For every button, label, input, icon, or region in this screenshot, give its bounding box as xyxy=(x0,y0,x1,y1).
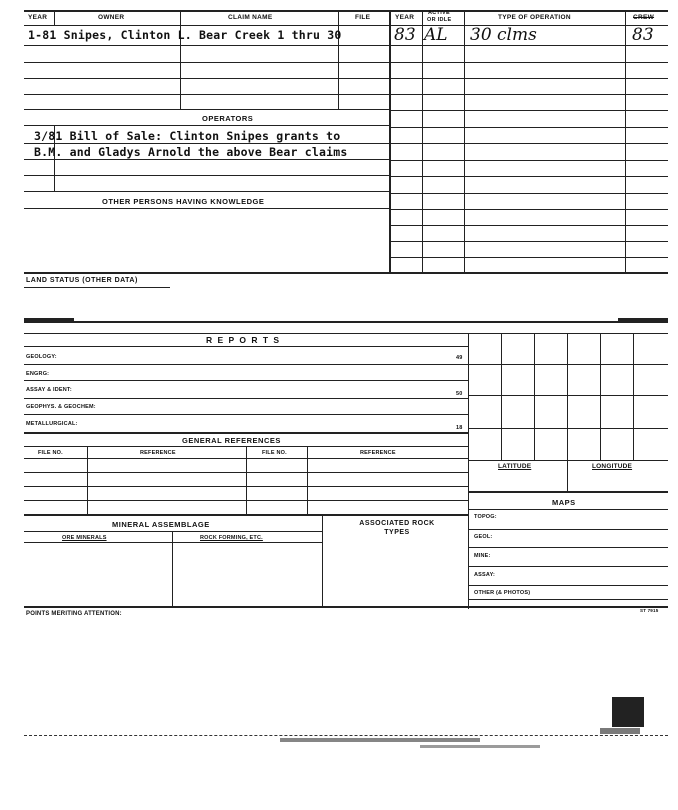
rule xyxy=(24,10,668,12)
maps-mine: MINE: xyxy=(474,553,491,559)
header-or-idle: OR IDLE xyxy=(427,17,452,23)
rule xyxy=(389,143,668,144)
operators-line-2: B.M. and Gladys Arnold the above Bear claims xyxy=(34,145,348,159)
rule xyxy=(389,94,668,95)
operators-line-1: 3/81 Bill of Sale: Clinton Snipes grants to xyxy=(34,129,341,143)
land-status-label: LAND STATUS (OTHER DATA) xyxy=(26,277,138,284)
scan-mark xyxy=(618,318,668,323)
rule xyxy=(24,208,389,209)
report-metallurgical: METALLURGICAL: xyxy=(26,421,78,427)
gr-header-reference-1: REFERENCE xyxy=(140,450,176,456)
general-references-title: GENERAL REFERENCES xyxy=(182,436,281,445)
rule xyxy=(468,333,469,609)
operators-label: OPERATORS xyxy=(202,114,254,123)
rule xyxy=(24,159,389,160)
other-persons-label: OTHER PERSONS HAVING KNOWLEDGE xyxy=(102,197,265,206)
gr-header-reference-2: REFERENCE xyxy=(360,450,396,456)
rule xyxy=(24,191,389,192)
rule xyxy=(24,531,322,532)
header-crew: CREW xyxy=(633,14,655,21)
rule xyxy=(24,606,668,608)
report-engrg: ENGRG: xyxy=(26,371,50,377)
rule xyxy=(501,333,502,460)
report-geophys: GEOPHYS. & GEOCHEM: xyxy=(26,404,96,410)
rule xyxy=(625,10,626,272)
activity-active-or-idle: AL xyxy=(424,25,448,45)
rule xyxy=(24,398,468,399)
rule xyxy=(389,257,668,258)
rule xyxy=(468,566,668,567)
rule xyxy=(24,364,468,365)
rule xyxy=(54,10,55,25)
rule xyxy=(24,94,389,95)
rule xyxy=(468,460,668,461)
points-meriting-attention-label: POINTS MERITING ATTENTION: xyxy=(26,611,122,617)
rule xyxy=(534,333,535,460)
maps-assay: ASSAY: xyxy=(474,572,496,578)
rule xyxy=(87,446,88,514)
rule xyxy=(389,209,668,210)
rule xyxy=(24,78,389,79)
rule xyxy=(468,599,668,600)
maps-topog: TOPOG: xyxy=(474,514,497,520)
rule xyxy=(468,547,668,548)
header-type-of-operation: TYPE OF OPERATION xyxy=(498,14,571,21)
rule xyxy=(389,10,391,272)
rule xyxy=(24,321,668,323)
rule xyxy=(24,432,468,434)
scan-mark xyxy=(24,318,74,323)
rule xyxy=(24,472,468,473)
rule xyxy=(24,109,389,110)
rule xyxy=(24,272,668,274)
rule xyxy=(468,428,668,429)
header-owner: OWNER xyxy=(98,14,125,21)
report-assay-num: 50 xyxy=(456,391,463,397)
rule xyxy=(24,143,389,144)
rule xyxy=(24,25,668,26)
ore-minerals-label: ORE MINERALS xyxy=(62,535,107,541)
rule xyxy=(24,542,322,543)
rule xyxy=(389,176,668,177)
mineral-assemblage-title: MINERAL ASSEMBLAGE xyxy=(112,520,210,529)
activity-type-of-operation: 30 clms xyxy=(470,25,537,45)
rule xyxy=(322,514,323,606)
report-metallurgical-num: 18 xyxy=(456,425,463,431)
rule xyxy=(468,509,668,510)
longitude-label: LONGITUDE xyxy=(592,463,633,470)
rule xyxy=(389,241,668,242)
rule xyxy=(24,380,468,381)
rule xyxy=(24,414,468,415)
scan-mark xyxy=(600,728,640,734)
rule xyxy=(389,127,668,128)
rule xyxy=(24,45,668,46)
rule xyxy=(600,333,601,460)
rule xyxy=(633,333,634,460)
gr-header-file-no-2: FILE NO. xyxy=(262,450,287,456)
header-claim-name: CLAIM NAME xyxy=(228,14,273,21)
owner-claim-entry: 1-81 Snipes, Clinton L. Bear Creek 1 thru 30 xyxy=(28,28,342,42)
maps-other-photos: OTHER (& PHOTOS) xyxy=(474,590,531,596)
header-year-2: YEAR xyxy=(395,14,415,21)
rule xyxy=(246,446,247,514)
rock-forming-label: ROCK FORMING, ETC. xyxy=(200,535,263,541)
header-year: YEAR xyxy=(28,14,48,21)
activity-crew: 83 xyxy=(632,25,654,45)
rule xyxy=(468,491,668,493)
report-assay: ASSAY & IDENT: xyxy=(26,387,72,393)
rule xyxy=(24,500,468,501)
scan-mark xyxy=(612,697,644,727)
rule xyxy=(307,446,308,514)
rule xyxy=(468,585,668,586)
scan-mark xyxy=(420,745,540,748)
maps-geol: GEOL: xyxy=(474,534,493,540)
maps-title: MAPS xyxy=(552,498,576,507)
rule xyxy=(24,175,389,176)
rule xyxy=(422,10,423,272)
rule xyxy=(389,62,668,63)
rule xyxy=(464,10,465,272)
header-file: FILE xyxy=(355,14,371,21)
rule xyxy=(468,529,668,530)
form-number: ST 7915 xyxy=(640,608,659,613)
report-geology: GEOLOGY: xyxy=(26,354,57,360)
report-geology-num: 49 xyxy=(456,355,463,361)
gr-header-file-no-1: FILE NO. xyxy=(38,450,63,456)
rule xyxy=(24,514,468,516)
rule xyxy=(468,395,668,396)
associated-rock-types-label: ASSOCIATED ROCK TYPES xyxy=(359,520,435,536)
scan-mark xyxy=(280,738,480,742)
rule xyxy=(389,110,668,111)
rule xyxy=(24,333,668,334)
rule xyxy=(24,125,389,126)
rule xyxy=(24,62,389,63)
rule xyxy=(24,486,468,487)
rule xyxy=(24,287,170,288)
reports-title: R E P O R T S xyxy=(206,335,281,345)
rule xyxy=(24,346,468,347)
rule xyxy=(389,78,668,79)
latitude-label: LATITUDE xyxy=(498,463,532,470)
header-active: ACTIVE xyxy=(428,10,450,16)
activity-year: 83 xyxy=(394,25,416,45)
rule xyxy=(389,160,668,161)
rule xyxy=(389,193,668,194)
rule xyxy=(468,364,668,365)
scan-smudge-line xyxy=(24,735,668,736)
rule xyxy=(389,225,668,226)
rule xyxy=(567,333,568,491)
